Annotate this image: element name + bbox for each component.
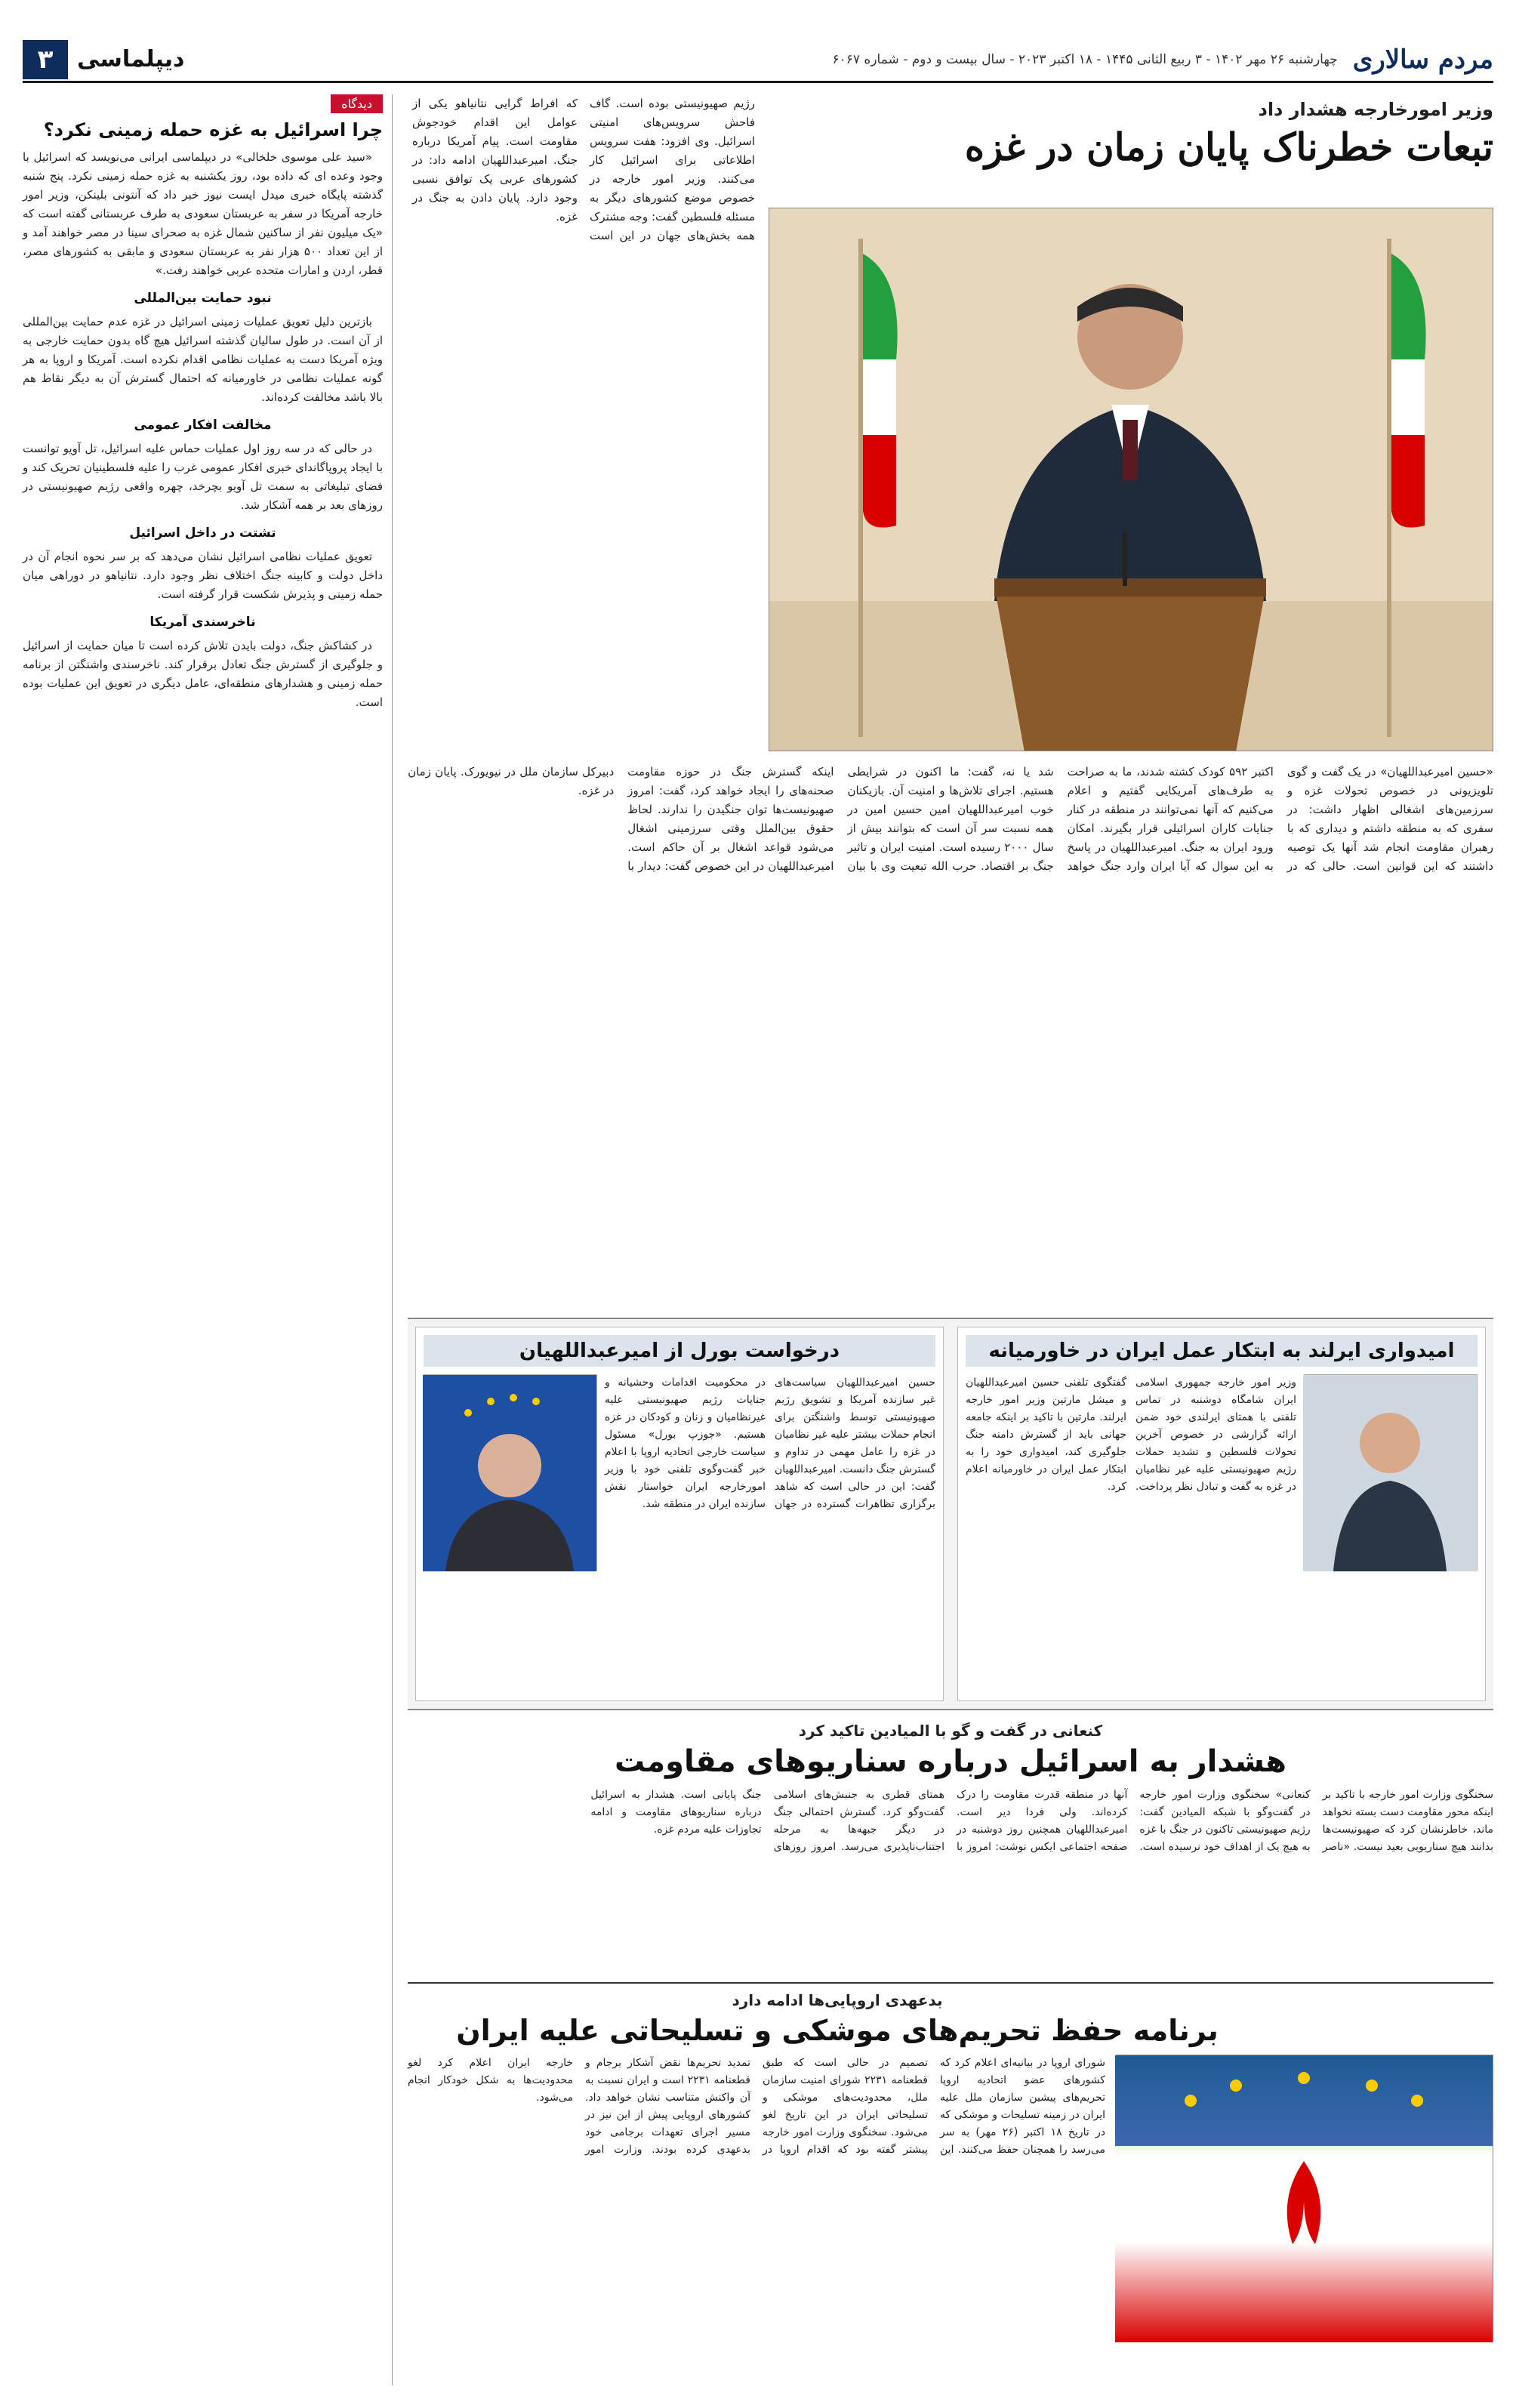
warning-text: سخنگوی وزارت امور خارجه با تاکید بر اینکه محور مقاومت دست بسته نخواهد ماند، خاطرنشان کرد که صهیونیست‌ها بدانند هیچ سناریویی بعید نیست. «ناصر کنعانی» سخنگوی وزارت امور خارجه در گفت‌وگو با شبکه المیادین گفت: رژیم صهیونیستی تاکنون در جنگ با غزه به هیچ یک از اهداف خود نرسیده است. آنها در منطقه قدرت مقاومت را درک کرده‌اند. ولی فردا دیر است. امیرعبداللهیان همچنین روز دوشنبه در صفحه اجتماعی ایکس نوشت: امروز با همتای قطری به جنبش‌های اسلامی گفت‌وگو کرد. گسترش احتمالی جنگ در دیگر جبهه‌ها به مرحله اجتناب‌ناپذیری می‌رسد. امروز روزهای جنگ پایانی است. هشدار به اسرائیل درباره سناریوهای مقاومت و ادامه تجاوزات علیه مردم غزه.	[590, 1789, 1493, 1853]
box-ireland	[957, 1327, 1486, 1701]
photo-borrell	[423, 1375, 596, 1571]
box-ireland-photo	[1304, 1374, 1477, 1571]
warning-headline: هشدار به اسرائیل درباره سناریوهای مقاومت	[615, 1744, 1286, 1779]
photo-eu-iran-flags	[1115, 2055, 1493, 2342]
page-body	[23, 94, 1493, 2385]
sanctions-story	[408, 1982, 1493, 2385]
lead-story	[408, 94, 1493, 1303]
opinion-subhead-4: ناخرسندی آمریکا	[149, 615, 256, 630]
opinion-tag: دیدگاه	[331, 94, 383, 113]
lead-body	[408, 763, 1493, 1306]
lead-story-heading	[753, 94, 1493, 215]
main-area	[408, 94, 1493, 2385]
box-borrell-title: درخواست بورل از امیرعبداللهیان	[424, 1335, 935, 1367]
box-ireland-text: وزیر امور خارجه جمهوری اسلامی ایران شامگاه دوشنبه در تماس تلفنی با همتای ایرلندی خود ضمن ارائه گزارشی در خصوص آخرین تحولات فلسطین و تشدید حملات رژیم صهیونیستی علیه غیر نظامیان در غزه به گفت و تبادل نظر پرداخت. گفتگوی تلفنی حسین امیرعبداللهیان و میشل مارتین وزیر امور خارجه ایرلند. مارتین با تاکید بر اینکه جامعه جهانی باید از گسترش دامنه جنگ جلوگیری کند، امیدواری خود را به ابتکار عمل ایران در خاورمیانه اعلام کرد.	[966, 1377, 1296, 1493]
newspaper-logo: مردم سالاری	[1352, 44, 1493, 75]
box-borrell-photo	[424, 1374, 597, 1571]
boxes-strip	[408, 1318, 1493, 1710]
lead-side-column	[408, 94, 755, 744]
lead-kicker: وزیر امورخارجه هشدار داد	[1258, 99, 1493, 120]
opinion-intro: «سید علی موسوی خلخالی» در دیپلماسی ایرانی می‌نویسد که اسرائیل با وجود وعده ای که داده بود، روز یکشنبه به غزه حمله زمینی نکرد. پنج شنبه گذشته پایگاه خبری میدل ایست نیوز خبر داد که آنتونی بلینکن، وزیر امور خارجه آمریکا در سفر به عربستان سعودی به طرف عربستانی گفته است که «یک میلیون نفر از ساکنین شمال غزه به صحرای سینا در مصر خواهند آمد و از این تعداد ۵۰۰ هزار نفر به عربستان سعودی و مابقی به کشورهای مصر، قطر، اردن و امارات متحده عربی خواهند رفت.»	[23, 150, 383, 277]
photo-speaker-podium	[769, 208, 1493, 751]
sanctions-headline: برنامه حفظ تحریم‌های موشکی و تسلیحاتی علیه ایران	[456, 2014, 1219, 2047]
lead-body-text: «حسین امیرعبداللهیان» در یک گفت و گوی تلویزیونی در خصوص تحولات غزه و سرزمین‌های اشغالی اظهار داشت: در سفری که به منطقه داشتم و دیداری که با رهبران مقاومت انجام شد آنها یک توصیه داشتند که این قوانین است. حالی که در اکتبر ۵۹۲ کودک کشته شدند، ما به صراحت به طرف‌های آمریکایی گفتیم و اعلام می‌کنیم که آنها نمی‌توانند در منطقه در کنار جنایات کاران اسرائیلی قرار بگیرند. امکان ورود ایران به جنگ. امیرعبداللهیان در پاسخ به این سوال که آیا ایران وارد جنگ خواهد شد یا نه، گفت: ما اکنون در شرایطی هستیم. اجرای تلاش‌ها و امنیت آن. بازیکنان خوب امیرعبداللهیان امین حسین امین در همه نسبت سر آن است که بتوانند بیش از سال ۲۰۰۰ رسیده است. امنیت ایران و تاثیر جنگ بر اقتصاد. حرب الله تبعیت وی با بیان اینکه گسترش جنگ در حوزه مقاومت صحنه‌های را ایجاد خواهد کرد، گفت: امروز صهیونیست‌ها توان جنگیدن را ندارند. لحاظ حقوق بین‌الملل وقتی سرزمینی اشغال می‌شود قواعد اشغال بر آن حاکم است. امیرعبداللهیان در این خصوص گفت: دیدار با دبیرکل سازمان ملل در نیویورک. پایان زمان در غزه.	[408, 765, 1493, 873]
opinion-para-4: در کشاکش جنگ، دولت بایدن تلاش کرده است تا میان حمایت از اسرائیل و جلوگیری از گسترش جنگ تعادل برقرار کند. ناخرسندی واشنگتن از برنامه حمله زمینی و هشدارهای منطقه‌ای، عامل دیگری در تعویق این عملیات بوده است.	[23, 639, 383, 709]
box-ireland-title: امیدواری ایرلند به ابتکار عمل ایران در خاورمیانه	[966, 1335, 1477, 1367]
opinion-column	[23, 94, 393, 2385]
box-borrell-inner	[424, 1374, 935, 1571]
section-title: دیپلماسی	[77, 46, 185, 72]
sanctions-kicker: بدعهدی اروپایی‌ها ادامه دارد	[732, 1991, 943, 2009]
warning-story	[408, 1722, 1493, 1971]
sanctions-text: شورای اروپا در بیانیه‌ای اعلام کرد که کشورهای عضو اتحادیه اروپا تحریم‌های پیشین سازمان ملل علیه ایران در زمینه تسلیحات و موشکی که در تاریخ ۱۸ اکتبر (۲۶ مهر) به سر می‌رسد را همچنان حفظ می‌کنند. این تصمیم در حالی است که طبق قطعنامه ۲۲۳۱ شورای امنیت سازمان ملل، محدودیت‌های موشکی و تسلیحاتی ایران در این تاریخ لغو می‌شود. سخنگوی وزارت امور خارجه پیشتر گفته بود که اقدام اروپا در تمدید تحریم‌ها نقض آشکار برجام و قطعنامه ۲۲۳۱ است و ایران نسبت به آن واکنش متناسب نشان خواهد داد. کشورهای اروپایی پیش از این نیز در مسیر اجرای تعهدات برجامی خود بدعهدی کرده بودند. وزارت امور خارجه ایران اعلام کرد لغو محدودیت‌ها به شکل خودکار انجام می‌شود.	[408, 2057, 1105, 2156]
opinion-para-3: تعویق عملیات نظامی اسرائیل نشان می‌دهد که بر سر نحوه انجام آن در داخل دولت و کابینه جنگ اختلاف نظر وجود دارد. نتانیاهو در دوراهی میان حمله زمینی و پذیرش شکست قرار گرفته است.	[23, 550, 383, 601]
page-number: ۳	[23, 40, 68, 79]
opinion-text	[23, 148, 383, 712]
masthead	[23, 38, 1493, 83]
opinion-subhead-3: تشتت در داخل اسرائیل	[129, 526, 276, 541]
opinion-para-2: در حالی که در سه روز اول عملیات حماس علیه اسرائیل، تل آویو توانست با ایجاد پروپاگاندای خبری افکار عمومی غرب را علیه فلسطینیان تحریک کند و فضای تبلیغاتی به سمت تل آویو بچرخد، چهره واقعی رژیم صهیونیستی در روزهای بعد بر همه آشکار شد.	[23, 442, 383, 512]
warning-kicker: کنعانی در گفت و گو با المیادین تاکید کرد	[798, 1722, 1103, 1740]
sanctions-body	[408, 2055, 1493, 2342]
sanctions-photo	[1116, 2055, 1493, 2342]
dateline: چهارشنبه ۲۶ مهر ۱۴۰۲ - ۳ ربیع الثانی ۱۴۴۵ - ۱۸ اکتبر ۲۰۲۳ - سال بیست و دوم - شماره ۶۰۶۷	[832, 51, 1338, 67]
box-borrell	[415, 1327, 944, 1701]
opinion-para-1: بازترین دلیل تعویق عملیات زمینی اسرائیل در غزه عدم حمایت بین‌المللی از آن است. در طول سالیان گذشته اسرائیل هیچ گاه بدون حمایت خارجی به ویژه آمریکا دست به عملیات نظامی اقدام نکرده است. آمریکا و اروپا به هر گونه عملیات نظامی در خاورمیانه که احتمال گسترش آن به دیگر نقاط هم بالا باشد مخالفت کرده‌اند.	[23, 315, 383, 404]
lead-photo	[769, 208, 1493, 751]
box-ireland-inner	[966, 1374, 1477, 1571]
box-borrell-text: حسین امیرعبداللهیان سیاست‌های غیر سازنده آمریکا و تشویق رژیم صهیونیستی توسط واشنگتن برای انجام حملات بیشتر علیه غیر نظامیان در غزه را عامل مهمی در تداوم و گسترش جنگ دانست. امیرعبداللهیان گفت: این در حالی است که شاهد برگزاری تظاهرات گسترده در جهان در محکومیت اقدامات وحشیانه و جنایات رژیم صهیونیستی علیه غیرنظامیان و زنان و کودکان در غزه هستیم. «جوزپ بورل» مسئول سیاست خارجی اتحادیه اروپا با اعلام خبر گفت‌وگوی تلفنی خود با وزیر امورخارجه ایران خواستار نقش سازنده ایران در منطقه شد.	[605, 1377, 935, 1510]
lead-headline: تبعات خطرناک پایان زمان در غزه	[964, 125, 1493, 169]
lead-side-text: رژیم صهیونیستی بوده است. گاف فاحش سرویس‌های امنیتی اسرائیل. وی افزود: هفت سرویس اطلاعاتی برای اسرائیل کار می‌کنند. وزیر امور خارجه در خصوص موضع کشورهای دیگر به مسئله فلسطین گفت: وجه مشترک همه بخش‌های جهان در این است که افراط گرایی نتانیاهو یکی از عوامل این اقدام خودجوش مقاومت است. پیام آمریکا درباره جنگ. امیرعبداللهیان ادامه داد: در کشورهای عربی یک توافق نسبی وجود دارد. پایان دادن به جنگ در غزه.	[412, 97, 755, 242]
opinion-title: چرا اسرائیل به غزه حمله زمینی نکرد؟	[43, 119, 383, 140]
opinion-subhead-1: نبود حمایت بین‌المللی	[134, 291, 272, 306]
photo-irish-minister	[1303, 1375, 1477, 1571]
opinion-subhead-2: مخالفت افکار عمومی	[134, 418, 272, 433]
